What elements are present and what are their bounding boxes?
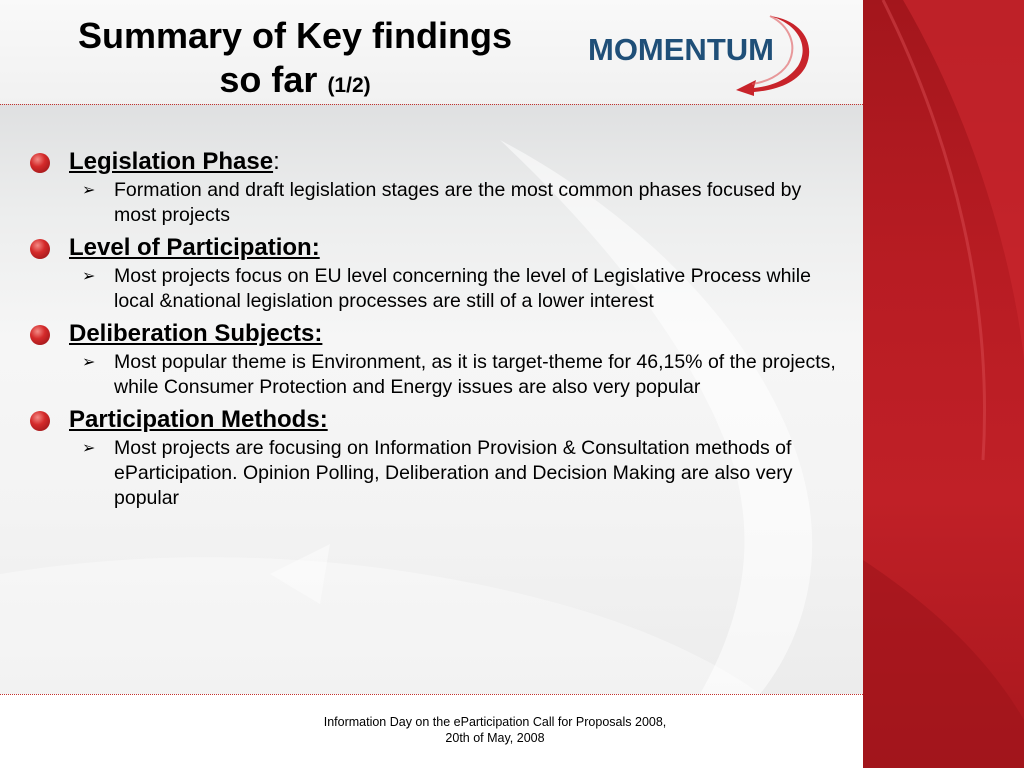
slide-footer bbox=[290, 714, 700, 746]
section-heading-text: Participation Methods: bbox=[69, 406, 328, 433]
arrow-bullet-icon: ➢ bbox=[82, 354, 96, 371]
section-legislation-phase bbox=[30, 146, 840, 228]
section-heading bbox=[30, 318, 840, 349]
title-page-indicator: (1/2) bbox=[327, 74, 371, 97]
footer-line-2: 20th of May, 2008 bbox=[445, 731, 545, 745]
list-item-text: Most projects are focusing on Information Provision & Consultation methods of eParticipation. Opinion Polling, Deliberation and Decision Making are also very popular bbox=[114, 437, 793, 509]
red-sphere-bullet-icon bbox=[30, 153, 50, 173]
section-heading bbox=[30, 232, 840, 263]
section-level-of-participation bbox=[30, 232, 840, 314]
section-heading-text: Level of Participation: bbox=[69, 234, 320, 261]
section-participation-methods bbox=[30, 404, 840, 511]
section-deliberation-subjects bbox=[30, 318, 840, 400]
section-heading-text: Legislation Phase bbox=[69, 148, 274, 175]
title-line-2: so far bbox=[219, 59, 318, 100]
slide-title bbox=[40, 14, 550, 108]
red-side-panel bbox=[863, 0, 1024, 768]
logo-wordmark: MOMENTUM bbox=[588, 32, 774, 67]
red-sphere-bullet-icon bbox=[30, 325, 50, 345]
section-heading bbox=[30, 146, 840, 177]
list-item bbox=[30, 350, 840, 400]
list-item-text: Most projects focus on EU level concerning the level of Legislative Process while local &national legislation processes are still of a lower interest bbox=[114, 265, 811, 312]
arrow-bullet-icon: ➢ bbox=[82, 182, 96, 199]
side-panel-swoosh bbox=[863, 0, 1024, 768]
arrow-bullet-icon: ➢ bbox=[82, 440, 96, 457]
section-heading bbox=[30, 404, 840, 435]
key-findings-list bbox=[30, 146, 840, 515]
momentum-logo bbox=[584, 10, 816, 96]
list-item bbox=[30, 178, 840, 228]
red-sphere-bullet-icon bbox=[30, 239, 50, 259]
title-line-1: Summary of Key findings bbox=[77, 15, 513, 56]
red-sphere-bullet-icon bbox=[30, 411, 50, 431]
section-heading-text: Deliberation Subjects: bbox=[69, 320, 323, 347]
section-heading-trailer: : bbox=[273, 148, 280, 175]
footer-line-1: Information Day on the eParticipation Call for Proposals 2008, bbox=[323, 715, 667, 729]
arrow-bullet-icon: ➢ bbox=[82, 268, 96, 285]
list-item-text: Formation and draft legislation stages are the most common phases focused by most projects bbox=[114, 179, 802, 226]
list-item bbox=[30, 436, 840, 511]
list-item bbox=[30, 264, 840, 314]
list-item-text: Most popular theme is Environment, as it is target-theme for 46,15% of the projects, while Consumer Protection and Energy issues are also very popular bbox=[114, 351, 836, 398]
